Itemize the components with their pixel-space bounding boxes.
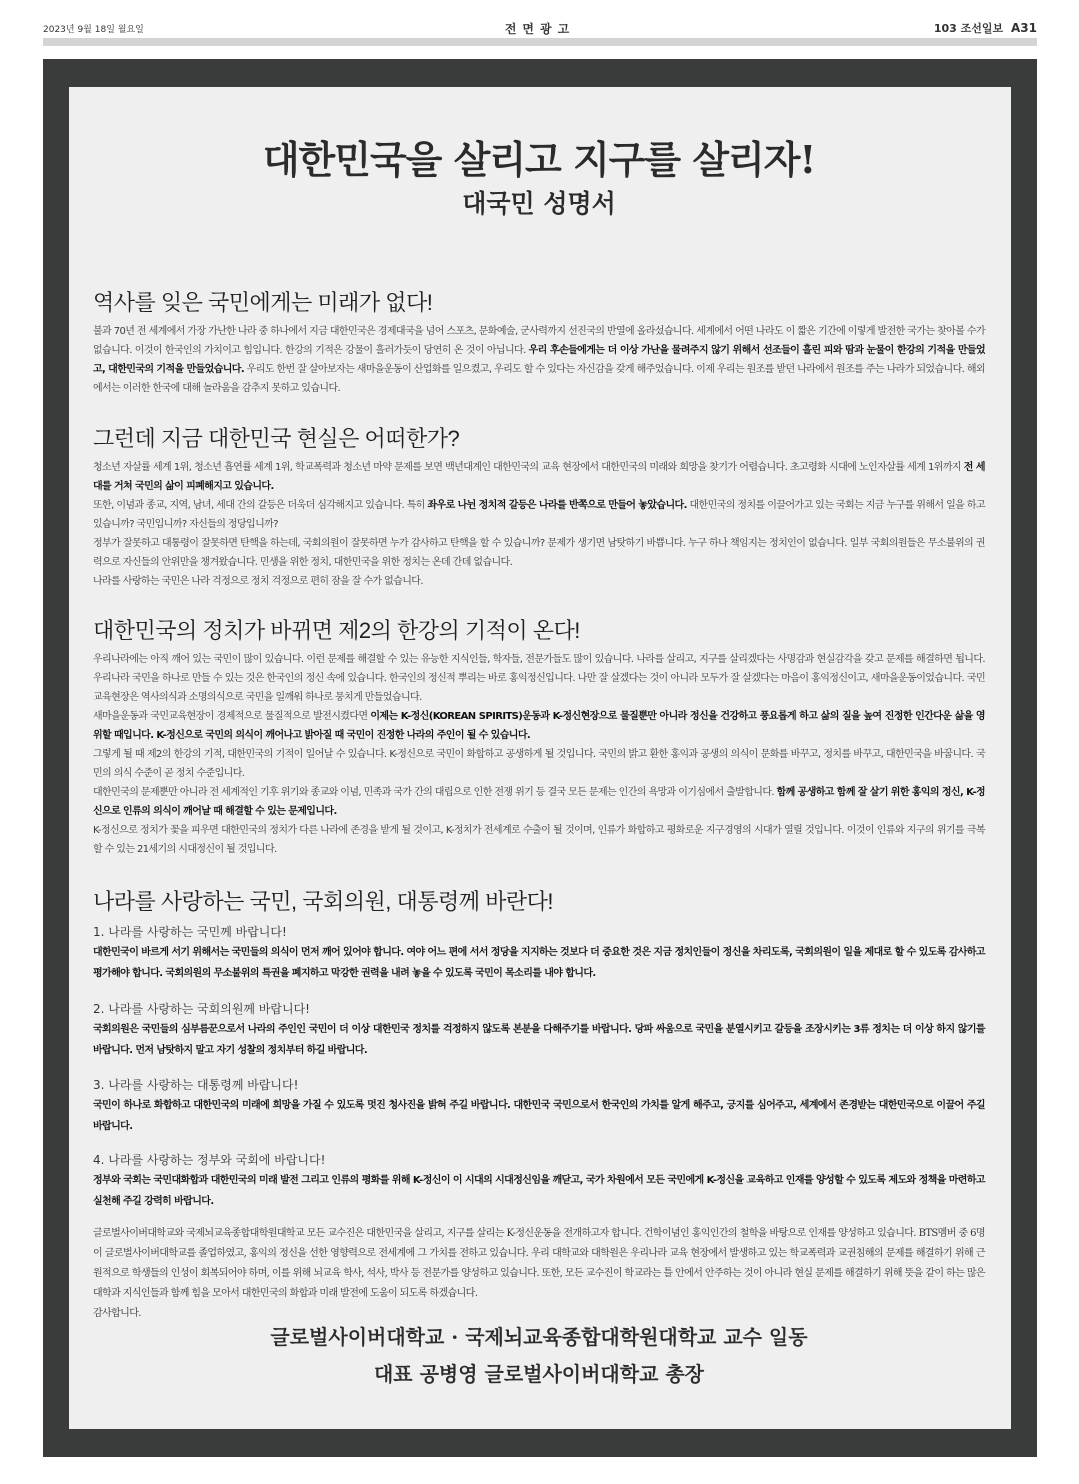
publication-info bbox=[934, 20, 1037, 36]
emphasis-text: 이제는 K-정신(KOREAN SPIRITS)운동과 K-정신현장으로 물질뿐만 아니라 정신을 건강하고 풍요롭게 하고 삶의 질을 높여 진정한 인간다운 삶을 영위할 때입니다. K-정신으로 국민의 의식이 깨어나고 밝아질 때 국민이 진정한 나라의 주인이 될 수 있습니다. bbox=[93, 711, 985, 741]
body-text: 그렇게 될 때 제2의 한강의 기적, 대한민국의 기적이 일어날 수 있습니다. K-정신으로 국민이 화합하고 공생하게 될 것입니다. 국민의 밝고 환한 홍익과 공생의 의식이 문화를 바꾸고, 정치를 바꾸고, 대한민국을 바꿉니다. 국민의 의식 수준이 곧 정치 수준입니다. bbox=[93, 749, 985, 779]
wish-title: 1. 나라를 사랑하는 국민께 바랍니다! bbox=[93, 925, 287, 939]
body-text: 우리나라에는 아직 깨어 있는 국민이 많이 있습니다. 이런 문제를 해결할 수 있는 유능한 지식인들, 학자들, 전문가들도 많이 있습니다. 나라를 살리고, 지구를 살리겠다는 사명감과 현실감각을 갖고 문제를 해결하면 됩니다. 우리나라 국민을 하나로 만들 수 있는 것은 한국인의 정신 속에 있습니다. 한국인의 정신적 뿌리는 바로 홍익정신입니다. 나만 잘 살겠다는 것이 아니라 모두가 잘 살겠다는 마음이 홍익정신이고, 새마을운동이었습니다. 국민교육현장은 역사의식과 소명의식으로 국민을 일깨워 하나로 뭉치게 만들었습니다. bbox=[93, 654, 985, 703]
body-text: 불과 70년 전 세계에서 가장 가난한 나라 중 하나에서 지금 대한민국은 경제대국을 넘어 스포츠, 문화예술, 군사력까지 선진국의 반열에 올라섰습니다. 세계에서 어떤 나라도 이 짧은 기간에 이렇게 발전한 국가는 찾아볼 수가 없습니다. 이것이 한국인의 가치이고 힘입니다. 한강의 기적은 강물이 흘러가듯이 당연히 온 것이 아닙니다. bbox=[93, 326, 985, 356]
masthead-divider bbox=[43, 38, 1037, 46]
newspaper-masthead bbox=[43, 20, 1037, 36]
body-text: 우리도 한번 잘 살아보자는 새마을운동이 산업화를 일으켰고, 우리도 할 수 있다는 자신감을 갖게 해주었습니다. 이제 우리는 원조를 받던 나라에서 원조를 주는 나라가 되었습니다. 해외에서는 이러한 한국에 대해 놀라움을 감추지 못하고 있습니다. bbox=[93, 364, 985, 394]
body-text: 나라를 사랑하는 국민은 나라 걱정으로 정치 걱정으로 편히 잠을 잘 수가 없습니다. bbox=[93, 576, 423, 587]
section-label: 전면광고 bbox=[504, 22, 576, 36]
ad-frame bbox=[43, 59, 1037, 1457]
wish-title: 2. 나라를 사랑하는 국회의원께 바랍니다! bbox=[93, 1002, 310, 1016]
ad-title: 대한민국을 살리고 지구를 살리자! bbox=[262, 137, 816, 182]
section-paragraph bbox=[93, 707, 985, 745]
wish-body: 국민이 하나로 화합하고 대한민국의 미래에 희망을 가질 수 있도록 멋진 청사진을 밝혀 주길 바랍니다. 대한민국 국민으로서 한국인의 가치를 알게 해주고, 긍지를 심어주고, 세계에서 존경받는 대한민국으로 이끌어 주길 바랍니다. bbox=[93, 1100, 985, 1132]
section-heading-1: 역사를 잊은 국민에게는 미래가 없다! bbox=[93, 290, 433, 315]
wish-body: 정부와 국회는 국민대화합과 대한민국의 미래 발전 그리고 인류의 평화를 위해 K-정신이 이 시대의 시대정신임을 깨닫고, 국가 차원에서 모든 국민에게 K-정신을 교육하고 인재를 양성할 수 있도록 제도와 정책을 마련하고 실천해 주길 강력히 바랍니다. bbox=[93, 1175, 985, 1207]
page-number: A31 bbox=[1011, 21, 1037, 35]
representative-line: 대표 공병영 글로벌사이버대학교 총장 bbox=[373, 1362, 704, 1386]
emphasis-text: 우리 후손들에게는 더 이상 가난을 물려주지 않기 위해서 선조들이 흘린 피와 땀과 눈물이 한강의 기적을 만들었고, 대한민국의 기적을 만들었습니다. bbox=[93, 345, 985, 375]
section-paragraph bbox=[93, 534, 985, 572]
wish-body: 대한민국이 바르게 서기 위해서는 국민들의 의식이 먼저 깨어 있어야 합니다. 여야 어느 편에 서서 정당을 지지하는 것보다 더 중요한 것은 지금 정치인들이 정신을 차리도록, 국회의원이 일을 제대로 할 수 있도록 감사하고 평가해야 합니다. 국회의원의 무소불위의 특권을 폐지하고 막강한 권력을 내려 놓을 수 있도록 국민이 목소리를 내야 합니다. bbox=[93, 947, 985, 979]
body-text: 정부가 잘못하고 대통령이 잘못하면 탄핵을 하는데, 국회의원이 잘못하면 누가 감사하고 탄핵을 할 수 있습니까? 문제가 생기면 남탓하기 바쁩니다. 누구 하나 책임지는 정치인이 없습니다. 일부 국회의원들은 무소불위의 권력으로 자신들의 안위만을 챙겨왔습니다. 민생을 위한 정치, 대한민국을 위한 정치는 온데 간데 없습니다. bbox=[93, 538, 985, 568]
section-paragraph bbox=[93, 458, 985, 496]
publication-name: 103 조선일보 bbox=[933, 22, 1004, 35]
emphasis-text: 함께 공생하고 함께 잘 살기 위한 홍익의 정신, K-정신으로 인류의 의식이 깨어날 때 해결할 수 있는 문제입니다. bbox=[93, 787, 985, 817]
body-text: 청소년 자살률 세계 1위, 청소년 흡연률 세계 1위, 학교폭력과 청소년 마약 문제를 보면 백년대계인 대한민국의 교육 현장에서 대한민국의 미래와 희망을 찾기가 어렵습니다. 초고령화 시대에 노인자살률 세계 1위까지 bbox=[93, 462, 964, 473]
issue-date: 2023년 9월 18일 월요일 bbox=[43, 25, 144, 35]
section-paragraph bbox=[93, 783, 985, 821]
section-heading-4: 나라를 사랑하는 국민, 국회의원, 대통령께 바란다! bbox=[93, 889, 553, 914]
ad-panel bbox=[69, 87, 1011, 1429]
section-paragraph bbox=[93, 745, 985, 783]
body-text: K-정신으로 정치가 꽃을 피우면 대한민국의 정치가 다른 나라에 존경을 받게 될 것이고, K-정치가 전세계로 수출이 될 것이며, 인류가 화합하고 평화로운 지구경영의 시대가 열릴 것입니다. 이것이 인류와 지구의 위기를 극복할 수 있는 21세기의 시대정신이 될 것입니다. bbox=[93, 825, 985, 855]
section-paragraph bbox=[93, 650, 985, 707]
section-paragraph bbox=[93, 322, 985, 398]
section-heading-3: 대한민국의 정치가 바뀌면 제2의 한강의 기적이 온다! bbox=[93, 618, 580, 643]
section-heading-2: 그런데 지금 대한민국 현실은 어떠한가? bbox=[93, 426, 460, 451]
body-text: 또한, 이념과 종교, 지역, 남녀, 세대 간의 갈등은 더욱더 심각해지고 있습니다. 특히 bbox=[93, 500, 428, 511]
body-text: 새마을운동과 국민교육현장이 경제적으로 물질적으로 발전시켰다면 bbox=[93, 711, 371, 722]
emphasis-text: 좌우로 나뉜 정치적 갈등은 나라를 반쪽으로 만들어 놓았습니다. bbox=[427, 500, 687, 511]
wish-title: 4. 나라를 사랑하는 정부와 국회에 바랍니다! bbox=[93, 1153, 326, 1167]
closing-thanks: 감사합니다. bbox=[93, 1308, 141, 1319]
wish-title: 3. 나라를 사랑하는 대통령께 바랍니다! bbox=[93, 1078, 299, 1092]
section-paragraph bbox=[93, 572, 985, 591]
emphasis-text: 전 세대를 거쳐 국민의 삶이 피폐해지고 있습니다. bbox=[93, 462, 985, 492]
body-text: 대한민국의 정치를 이끌어가고 있는 국회는 지금 누구를 위해서 일을 하고 있습니까? 국민입니까? 자신들의 정당입니까? bbox=[93, 500, 985, 530]
signatory-line: 글로벌사이버대학교 · 국제뇌교육종합대학원대학교 교수 일동 bbox=[270, 1325, 808, 1349]
section-paragraph bbox=[93, 496, 985, 534]
closing-statement: 글로벌사이버대학교와 국제뇌교육종합대학원대학교 모든 교수진은 대한민국을 살리고, 지구를 살리는 K-정신운동을 전개하고자 합니다. 건학이념인 홍익인간의 철학을 바탕으로 인재를 양성하고 있습니다. BTS멤버 중 6명이 글로벌사이버대학교를 졸업하였고, 홍익의 정신을 선한 영향력으로 전세계에 그 가치를 전하고 있습니다. 우리 대학교와 대학원은 우리나라 교육 현장에서 발생하고 있는 학교폭력과 교권침해의 문제를 해결하기 위해 근원적으로 학생들의 인성이 회복되어야 하며, 이를 위해 뇌교육 학사, 석사, 박사 등 전문가를 양성하고 있습니다. 또한, 모든 교수진이 학교라는 틀 안에서 안주하는 것이 아니라 현실 문제를 해결하기 위해 뜻을 같이 하는 많은 대학과 지식인들과 함께 힘을 모아서 대한민국의 화합과 미래 발전에 도움이 되도록 하겠습니다. bbox=[93, 1228, 985, 1299]
body-text: 대한민국의 문제뿐만 아니라 전 세계적인 기후 위기와 종교와 이념, 민족과 국가 간의 대립으로 인한 전쟁 위기 등 결국 모든 문제는 인간의 욕망과 이기심에서 출발합니다. bbox=[93, 787, 777, 798]
ad-subtitle: 대국민 성명서 bbox=[462, 189, 616, 218]
section-paragraph bbox=[93, 821, 985, 859]
wish-body: 국회의원은 국민들의 심부름꾼으로서 나라의 주인인 국민이 더 이상 대한민국 정치를 걱정하지 않도록 본분을 다해주기를 바랍니다. 당파 싸움으로 국민을 분열시키고 갈등을 조장시키는 3류 정치는 더 이상 하지 않기를 바랍니다. 먼저 남탓하지 말고 자기 성찰의 정치부터 하길 바랍니다. bbox=[93, 1024, 985, 1056]
